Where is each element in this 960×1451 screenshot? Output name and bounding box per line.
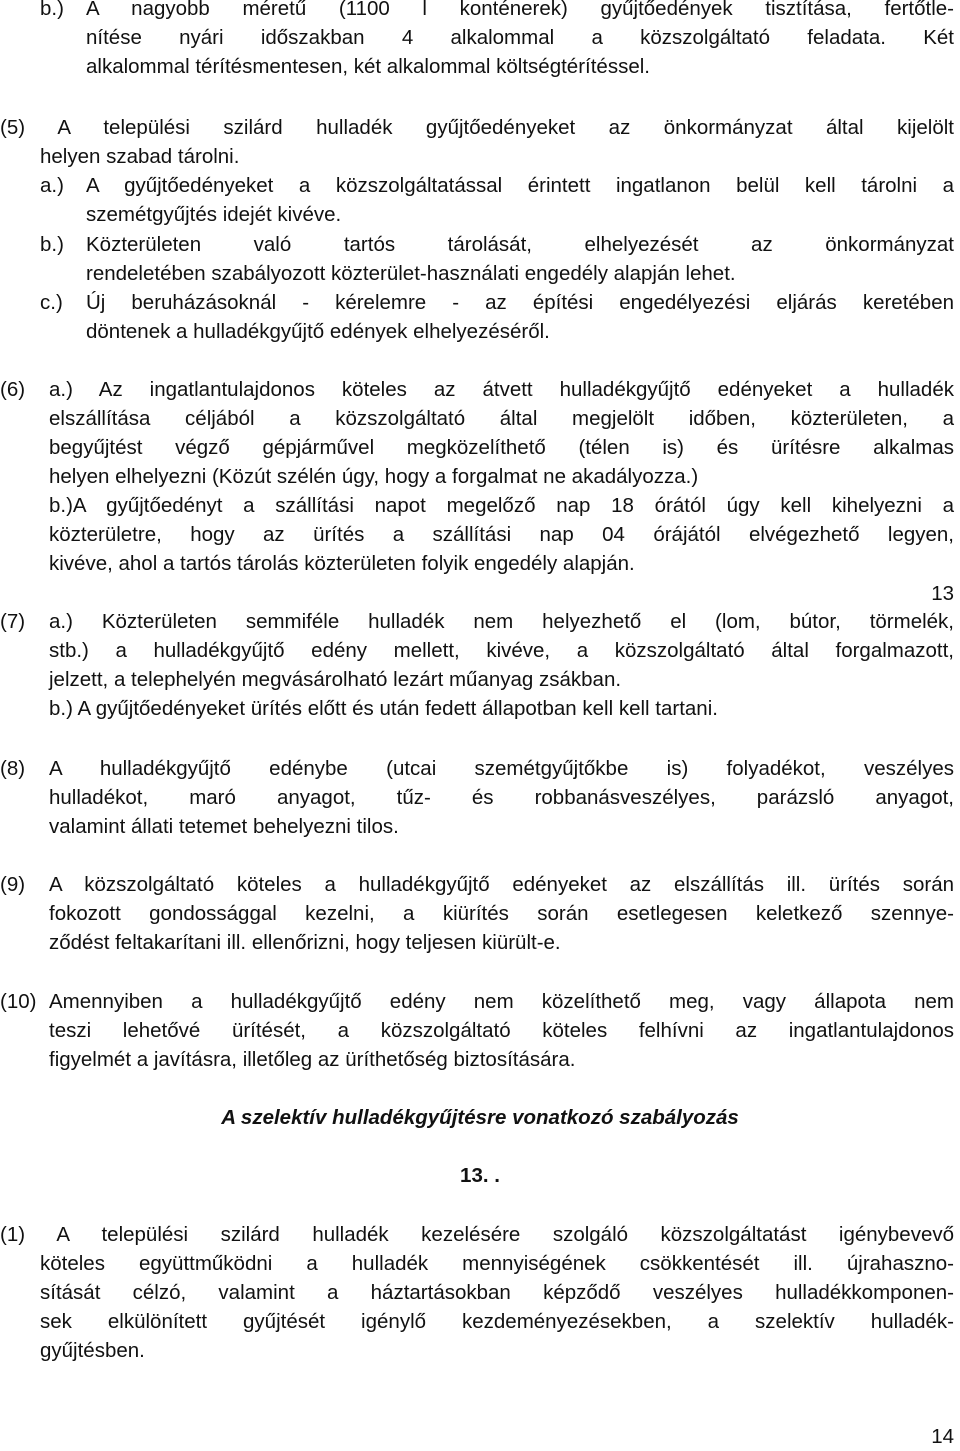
text-line: A gyűjtőedényeket a közszolgáltatással érintett ingatlanon belül kell tárolni a: [86, 174, 954, 197]
text-line: A hulladékgyűjtő edénybe (utcai szemétgyűjtőkbe is) folyadékot, veszélyes: [49, 757, 954, 780]
paragraph-number: (10): [0, 990, 37, 1013]
text-line: begyűjtést végző gépjárművel megközelíthető (télen is) és ürítésre alkalmas: [49, 436, 954, 459]
text-line: kivéve, ahol a tartós tárolás közterületen folyik engedély alapján.: [49, 552, 635, 575]
text-line: jelzett, a telephelyén megvásárolható lezárt műanyag zsákban.: [49, 668, 622, 691]
text-line: sítását célzó, valamint a háztartásokban képződő veszélyes hulladékkomponen-: [40, 1281, 954, 1304]
section-heading: A szelektív hulladékgyűjtésre vonatkozó szabályozás: [221, 1106, 739, 1129]
text-line: elszállítása céljából a közszolgáltató által megjelölt időben, közterületen, a: [49, 407, 954, 430]
text-line: teszi lehetővé ürítését, a közszolgáltató köteles felhívni az ingatlantulajdonos: [49, 1019, 954, 1042]
item-label: a.): [40, 174, 64, 197]
item-label: b.): [40, 0, 64, 20]
text-line: ződést feltakarítani ill. ellenőrizni, hogy teljesen kiürült-e.: [49, 931, 561, 954]
text-line: köteles együttműködni a hulladék mennyiségének csökkentését ill. újrahaszno-: [40, 1252, 954, 1275]
text-line: nítése nyári időszakban 4 alkalommal a közszolgáltató feladata. Két: [86, 26, 954, 49]
text-line: a.) Az ingatlantulajdonos köteles az átvett hulladékgyűjtő edényeket a hulladék: [49, 378, 954, 401]
text-line: hulladékot, maró anyagot, tűz- és robbanásveszélyes, parázsló anyagot,: [49, 786, 954, 809]
text-line: helyen elhelyezni (Közút szélén úgy, hogy a forgalmat ne akadályozza.): [49, 465, 699, 488]
page-number: 13: [931, 582, 954, 605]
section-number: 13. .: [460, 1164, 500, 1187]
text-line: (1) A települési szilárd hulladék kezelésére szolgáló közszolgáltatást igénybevevő: [0, 1223, 954, 1246]
text-line: A közszolgáltató köteles a hulladékgyűjtő edényeket az elszállítás ill. ürítés során: [49, 873, 954, 896]
paragraph-number: (9): [0, 873, 26, 896]
text-line: Új beruházásoknál - kérelemre - az építési engedélyezési eljárás keretében: [86, 291, 954, 314]
text-line: stb.) a hulladékgyűjtő edény mellett, kivéve, a közszolgáltató által forgalmazott,: [49, 639, 954, 662]
paragraph-number: (6): [0, 378, 26, 401]
text-line: Közterületen való tartós tárolását, elhelyezését az önkormányzat: [86, 233, 954, 256]
text-line: szemétgyűjtés idejét kivéve.: [86, 203, 342, 226]
text-line: gyűjtésben.: [40, 1339, 145, 1362]
item-label: b.): [40, 233, 64, 256]
text-line: alkalommal térítésmentesen, két alkalommal költségtérítéssel.: [86, 55, 650, 78]
text-line: b.) A gyűjtőedényeket ürítés előtt és után fedett állapotban kell kell tartani.: [49, 697, 718, 720]
text-line: Amennyiben a hulladékgyűjtő edény nem közelíthető meg, vagy állapota nem: [49, 990, 954, 1013]
text-line: sek elkülönített gyűjtését igénylő kezdeményezésekben, a szelektív hulladék-: [40, 1310, 954, 1333]
item-label: c.): [40, 291, 63, 314]
text-line: fokozott gondossággal kezelni, a kiürítés során esetlegesen keletkező szennye-: [49, 902, 954, 925]
text-line: (5) A települési szilárd hulladék gyűjtőedényeket az önkormányzat által kijelölt: [0, 116, 954, 139]
text-line: rendeletében szabályozott közterület-használati engedély alapján lehet.: [86, 262, 736, 285]
paragraph-number: (8): [0, 757, 26, 780]
text-line: döntenek a hulladékgyűjtő edények elhelyezéséről.: [86, 320, 550, 343]
text-line: a.) Közterületen semmiféle hulladék nem helyezhető el (lom, bútor, törmelék,: [49, 610, 954, 633]
text-line: helyen szabad tárolni.: [40, 145, 240, 168]
text-line: b.)A gyűjtőedényt a szállítási napot megelőző nap 18 órától úgy kell kihelyezni a: [49, 494, 954, 517]
paragraph-number: (7): [0, 610, 26, 633]
text-line: A nagyobb méretű (1100 l konténerek) gyűjtőedények tisztítása, fertőtle-: [86, 0, 954, 20]
page-number: 14: [931, 1425, 954, 1448]
text-line: figyelmét a javításra, illetőleg az üríthetőség biztosítására.: [49, 1048, 576, 1071]
text-line: közterületre, hogy az ürítés a szállítási nap 04 órájától elvégezhető legyen,: [49, 523, 954, 546]
text-line: valamint állati tetemet behelyezni tilos.: [49, 815, 399, 838]
